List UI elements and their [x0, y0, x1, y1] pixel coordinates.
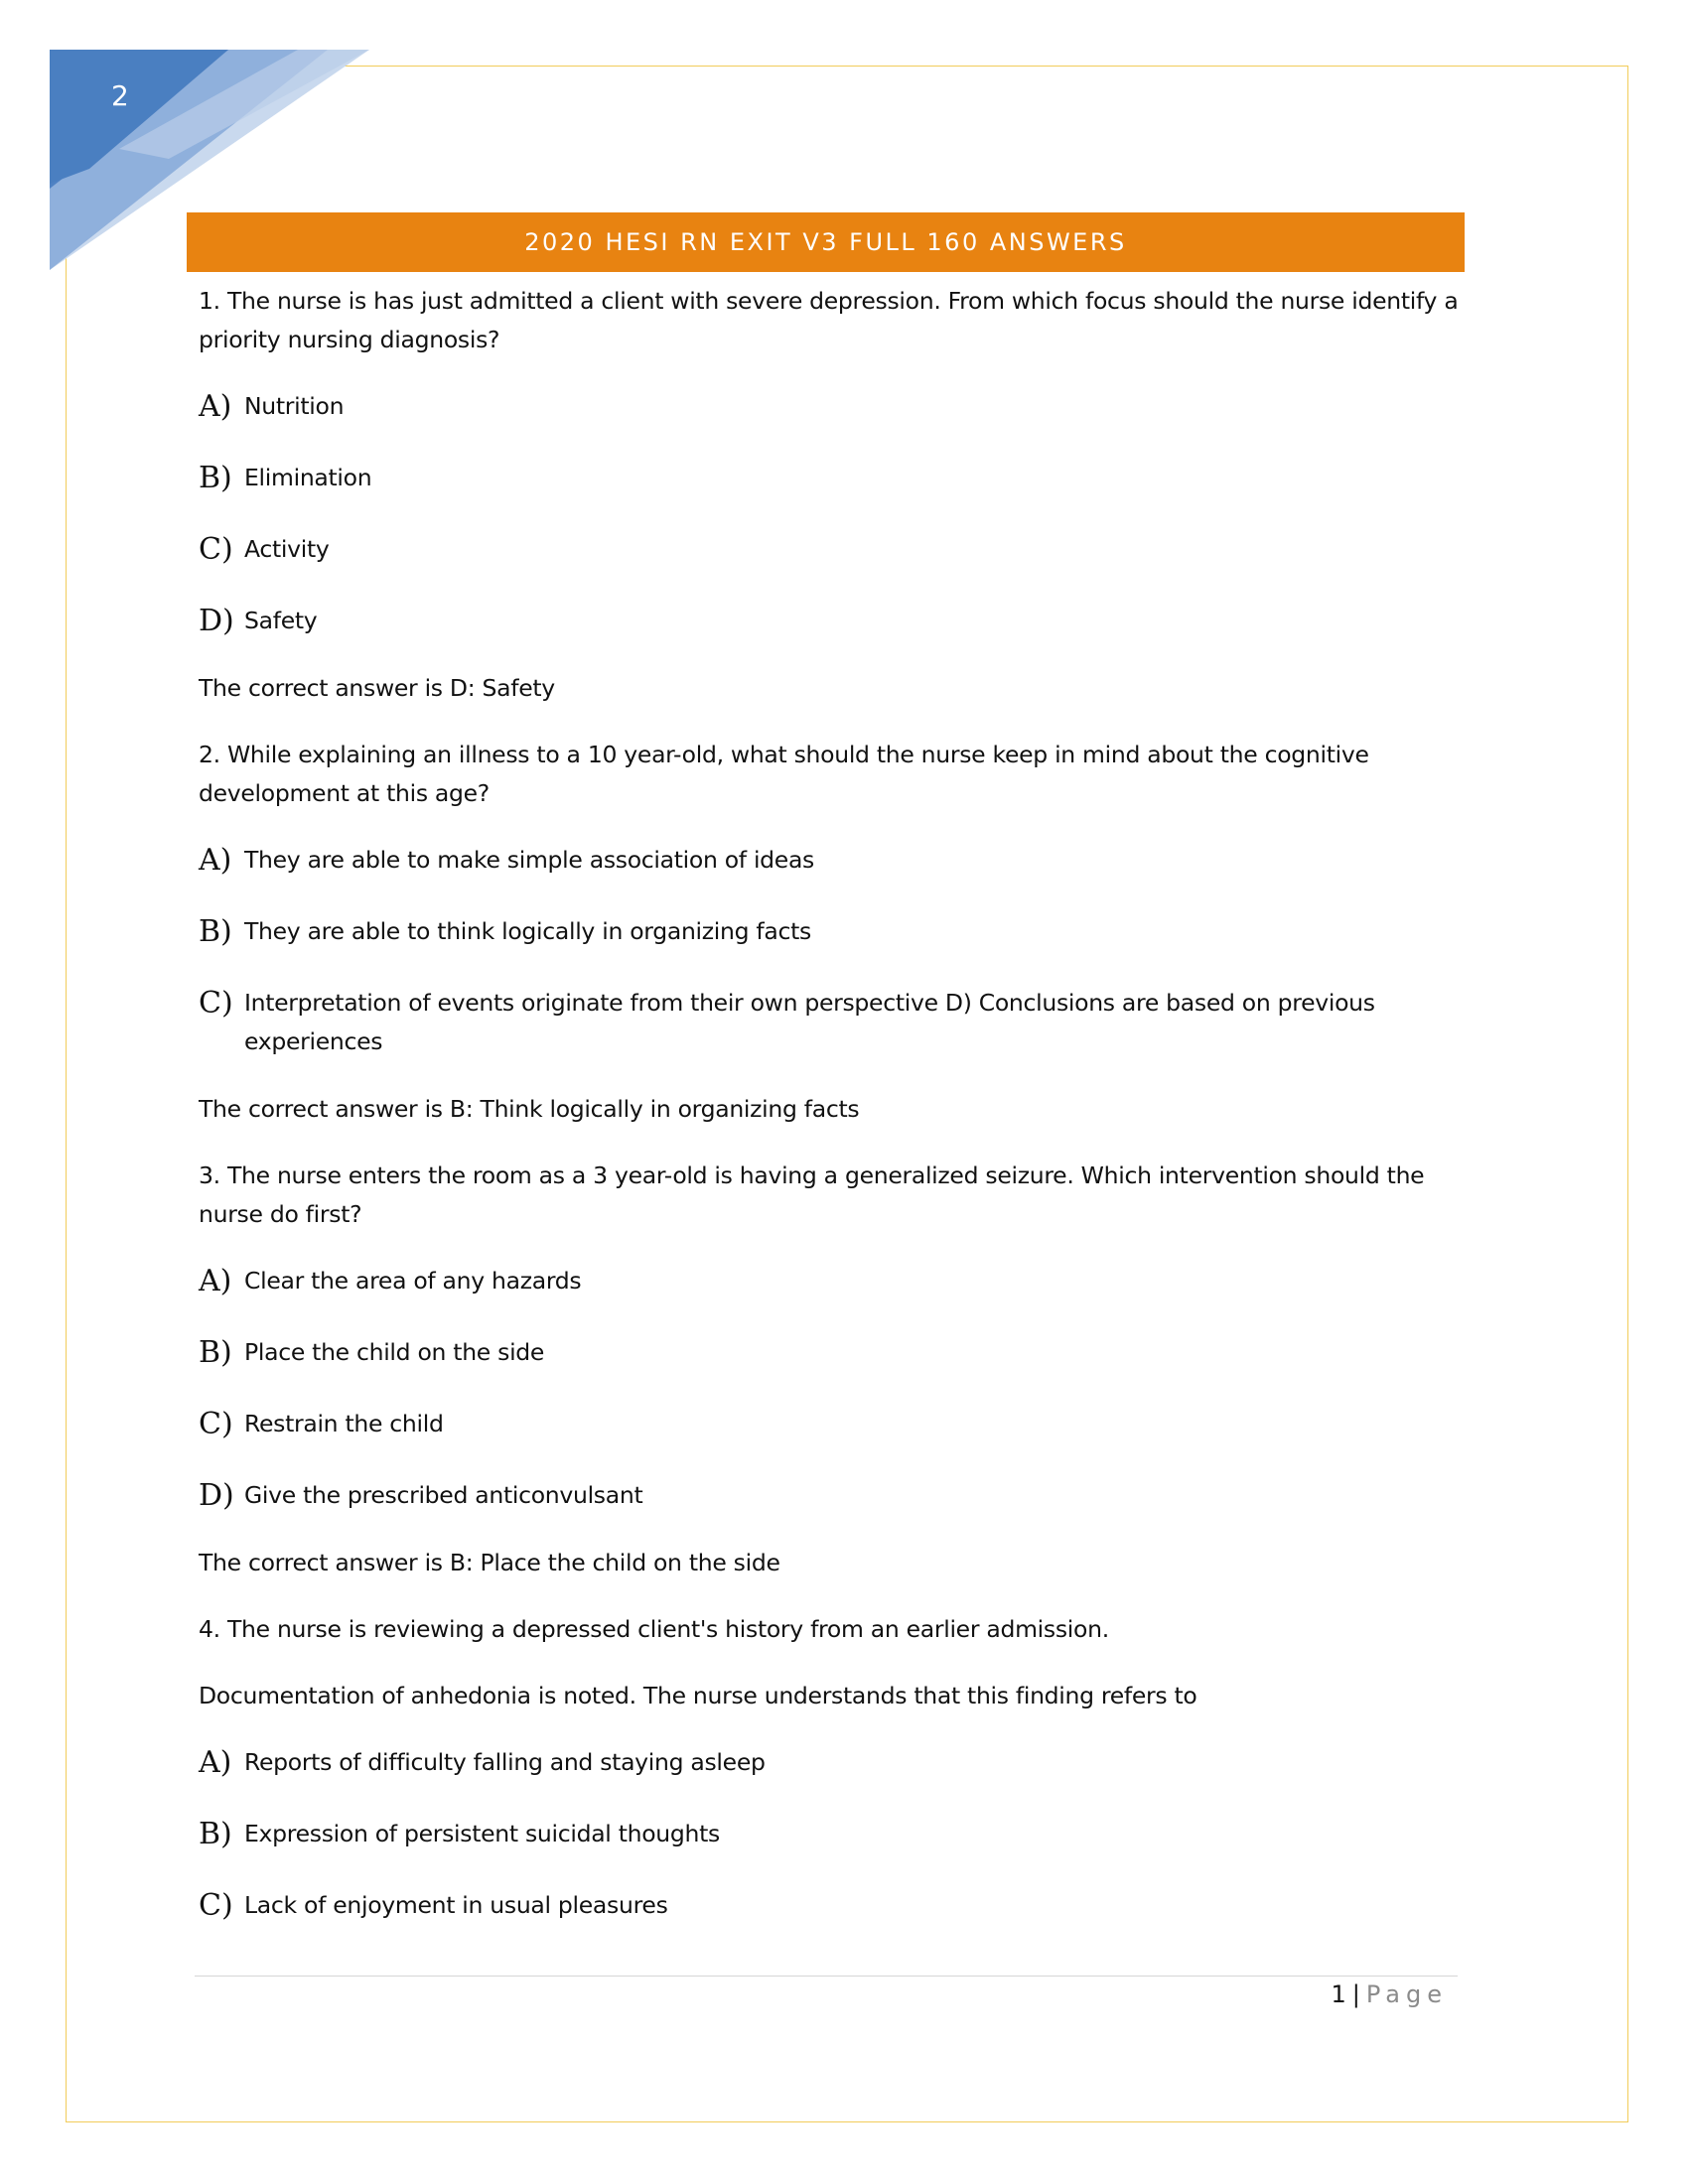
option-letter: D) — [199, 1478, 234, 1513]
page-footer — [1332, 1980, 1448, 2008]
answer-option — [199, 984, 1462, 1061]
answer-option — [199, 1262, 1462, 1300]
question-text: 3. The nurse enters the room as a 3 year-old is having a generalized seizure. Which intervention should the nurse do first? — [199, 1161, 1425, 1228]
option-text: Safety — [244, 607, 318, 634]
answer-option — [199, 1476, 1462, 1515]
option-letter: B) — [199, 1335, 232, 1370]
question-text: 2. While explaining an illness to a 10 year-old, what should the nurse keep in mind about the cognitive development at this age? — [199, 741, 1369, 807]
answer-option — [199, 1743, 1462, 1782]
answer-option — [199, 387, 1462, 426]
option-letter: A) — [199, 1264, 232, 1298]
option-letter: C) — [199, 532, 233, 567]
option-text: Interpretation of events originate from their own perspective D) Conclusions are based on previous experiences — [244, 989, 1375, 1055]
answer-option — [199, 1886, 1462, 1925]
paragraph: 4. The nurse is reviewing a depressed client's history from an earlier admission. — [199, 1615, 1109, 1643]
option-text: Elimination — [244, 464, 372, 491]
answer-option — [199, 841, 1462, 880]
option-letter: C) — [199, 1888, 233, 1923]
option-text: Activity — [244, 535, 330, 563]
option-text: Restrain the child — [244, 1410, 444, 1437]
option-text: Nutrition — [244, 392, 345, 420]
paragraph: Documentation of anhedonia is noted. The nurse understands that this finding refers to — [199, 1682, 1197, 1709]
option-text: Clear the area of any hazards — [244, 1267, 582, 1295]
footer-page-label: Page — [1365, 1980, 1448, 2008]
option-letter: B) — [199, 914, 232, 949]
document-title: 2020 HESI RN EXIT V3 FULL 160 ANSWERS — [524, 228, 1127, 256]
option-text: Expression of persistent suicidal thoughts — [244, 1820, 720, 1847]
correct-answer: The correct answer is B: Think logically in organizing facts — [199, 1095, 860, 1123]
option-letter: B) — [199, 461, 232, 495]
question-text: 1. The nurse is has just admitted a client with severe depression. From which focus should the nurse identify a priority nursing diagnosis? — [199, 287, 1459, 353]
option-letter: A) — [199, 1745, 232, 1780]
footer-separator: | — [1351, 1980, 1360, 2008]
option-text: Lack of enjoyment in usual pleasures — [244, 1891, 668, 1919]
title-banner — [187, 212, 1465, 272]
option-text: Give the prescribed anticonvulsant — [244, 1481, 643, 1509]
option-letter: D) — [199, 604, 234, 638]
answer-option — [199, 530, 1462, 569]
correct-answer: The correct answer is B: Place the child on the side — [199, 1549, 780, 1576]
option-letter: A) — [199, 843, 232, 878]
option-text: They are able to make simple association of ideas — [244, 846, 814, 874]
corner-page-number: 2 — [111, 79, 129, 112]
answer-option — [199, 912, 1462, 951]
answer-option — [199, 1815, 1462, 1853]
option-text: Reports of difficulty falling and staying asleep — [244, 1748, 766, 1776]
answer-option — [199, 1405, 1462, 1443]
document-body — [199, 282, 1462, 1958]
option-text: Place the child on the side — [244, 1338, 545, 1366]
option-letter: C) — [199, 1407, 233, 1441]
option-letter: B) — [199, 1817, 232, 1851]
footer-divider — [195, 1976, 1458, 1977]
option-letter: A) — [199, 389, 232, 424]
option-text: They are able to think logically in organizing facts — [244, 917, 811, 945]
correct-answer: The correct answer is D: Safety — [199, 674, 555, 702]
answer-option — [199, 459, 1462, 497]
answer-option — [199, 602, 1462, 640]
footer-page-number: 1 — [1331, 1980, 1346, 2008]
option-letter: C) — [199, 986, 233, 1021]
answer-option — [199, 1333, 1462, 1372]
